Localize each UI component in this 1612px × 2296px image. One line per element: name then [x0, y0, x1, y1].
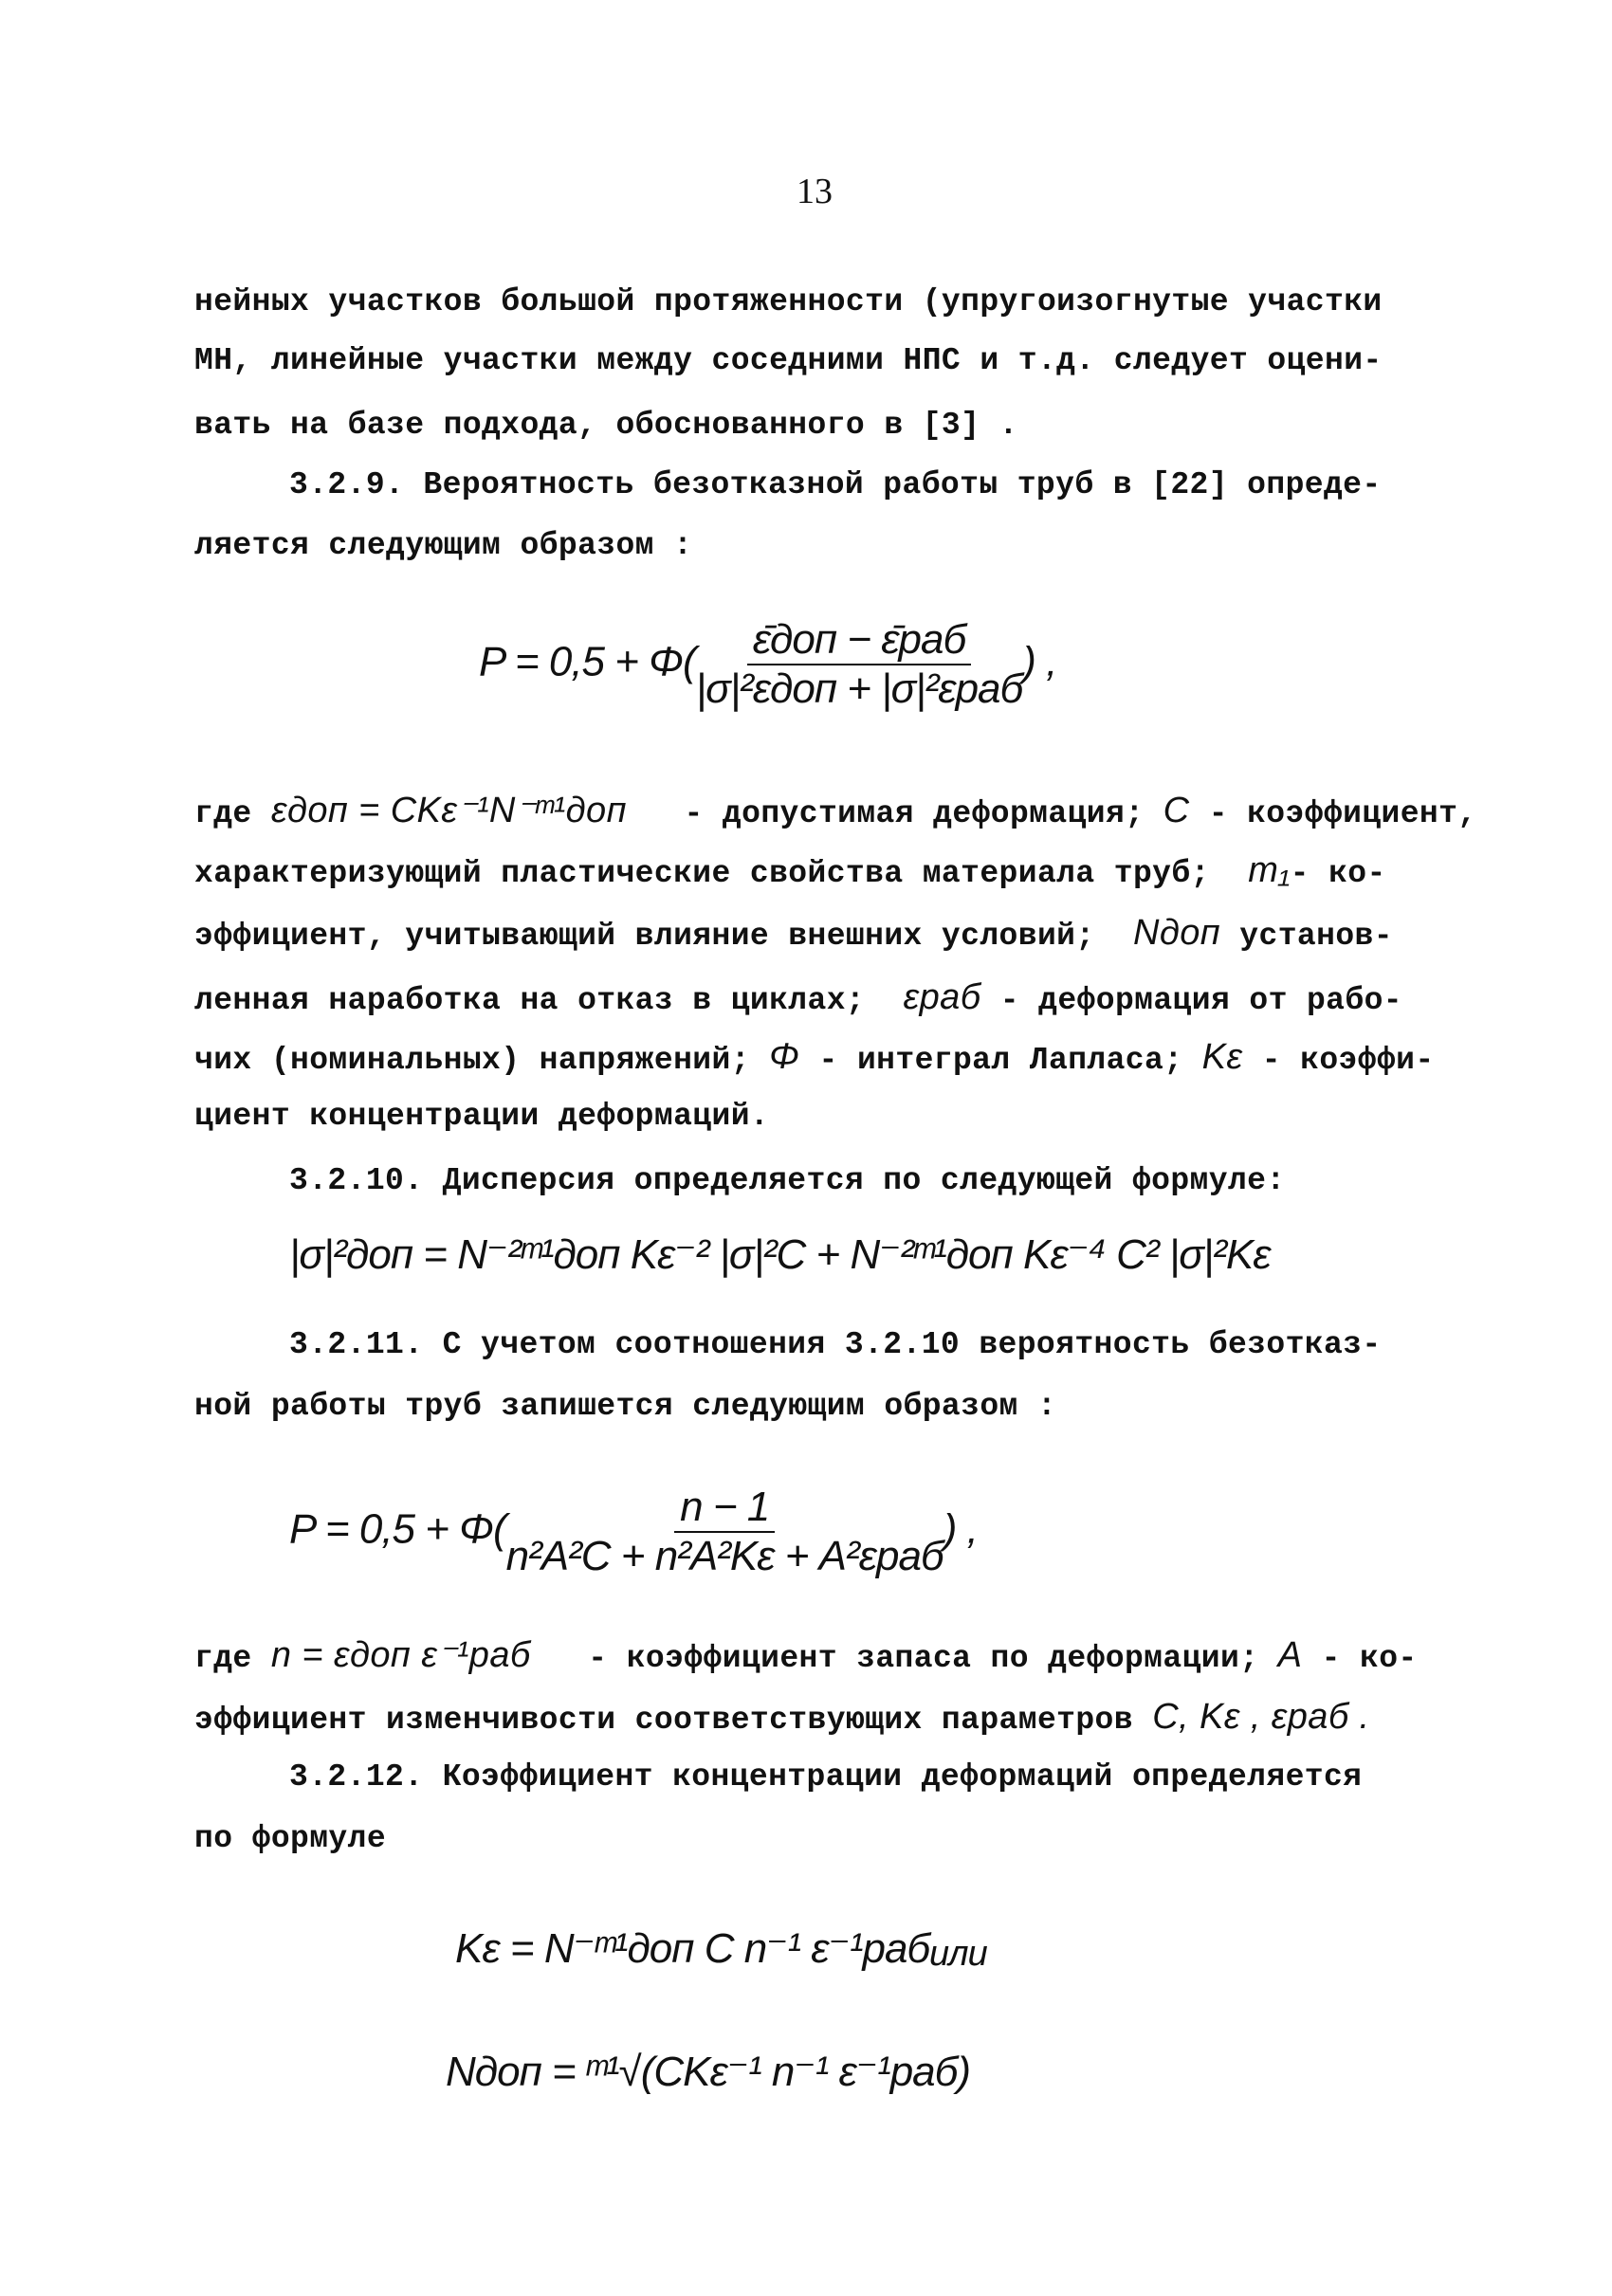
formula-numerator: n − 1	[674, 1484, 775, 1533]
text: эффициент изменчивости соответствующих параметров	[194, 1703, 1133, 1738]
word: где	[194, 1641, 252, 1676]
formula-concentration: Kε = N⁻ᵐ¹доп C n⁻¹ ε⁻¹раб	[455, 1925, 930, 1972]
formula-part: P = 0,5 + Φ(	[479, 638, 696, 685]
text: - коэффициент,	[1208, 796, 1477, 831]
section-3-2-11: 3.2.11. С учетом соотношения 3.2.10 вероятность безотказ-	[289, 1327, 1382, 1362]
formula-part: P = 0,5 + Φ(	[289, 1505, 506, 1553]
formula-inline: n = εдоп ε⁻¹раб	[270, 1635, 531, 1675]
formula-inline: m₁	[1248, 850, 1291, 890]
formula-dispersion: |σ|²доп = N⁻²ᵐ¹доп Kε⁻² |σ|²C + N⁻²ᵐ¹доп Kε⁻⁴ C² |σ|²Kε	[289, 1231, 1271, 1278]
word: где	[194, 796, 252, 831]
text: - допустимая деформация;	[684, 796, 1145, 831]
text-line: ной работы труб запишется следующим образом :	[194, 1389, 1057, 1424]
formula-denominator: n²A²C + n²A²Kε + A²εраб	[505, 1533, 943, 1579]
formula-inline: Φ	[769, 1037, 800, 1077]
text-line: вать на базе подхода, обоснованного в [3] .	[194, 408, 1018, 443]
text-line	[194, 1633, 1418, 1676]
page-number: 13	[797, 172, 833, 211]
text: - ко-	[1321, 1641, 1418, 1676]
formula-denominator: |σ|²εдоп + |σ|²εраб	[695, 665, 1023, 712]
text-line	[194, 789, 1477, 831]
text-line	[194, 1037, 1435, 1078]
text-line	[194, 913, 1393, 954]
text: характеризующий пластические свойства материала труб;	[194, 856, 1210, 891]
section-3-2-10: 3.2.10. Дисперсия определяется по следующей формуле:	[289, 1163, 1286, 1198]
text-line	[194, 850, 1386, 891]
formula-part: ) ,	[943, 1505, 978, 1553]
formula-inline: Kε	[1201, 1037, 1243, 1077]
formula-inline: C	[1163, 791, 1190, 830]
section-3-2-9: 3.2.9. Вероятность безотказной работы труб в [22] опреде-	[289, 467, 1382, 502]
text: - интеграл Лапласа;	[818, 1043, 1183, 1078]
text: - коэффициент запаса по деформации;	[588, 1641, 1259, 1676]
formula-probability-1	[479, 616, 1056, 713]
formula-cycles: Nдоп = ᵐ¹√(CKε⁻¹ n⁻¹ ε⁻¹раб)	[446, 2049, 971, 2095]
section-3-2-12: 3.2.12. Коэффициент концентрации деформаций определяется	[289, 1759, 1363, 1795]
word-or: или	[929, 1934, 987, 1974]
text: - деформация от рабо-	[999, 983, 1402, 1018]
text-line: по формуле	[194, 1821, 387, 1856]
text: ленная наработка на отказ в циклах;	[194, 983, 866, 1018]
text: чих (номинальных) напряжений;	[194, 1043, 750, 1078]
text-line	[194, 977, 1402, 1018]
formula-inline: εраб	[903, 977, 981, 1017]
text: - ко-	[1290, 856, 1386, 891]
text-line: циент концентрации деформаций.	[194, 1099, 770, 1134]
formula-numerator: ε̄доп − ε̄раб	[747, 616, 972, 665]
text: установ-	[1239, 919, 1393, 954]
text-line: ляется следующим образом :	[194, 528, 693, 563]
text: - коэффи-	[1261, 1043, 1435, 1078]
formula-inline: A	[1277, 1635, 1303, 1675]
formula-probability-2	[289, 1484, 978, 1580]
formula-inline: C, Kε , εраб .	[1152, 1697, 1370, 1737]
text: эффициент, учитывающий влияние внешних условий;	[194, 919, 1095, 954]
formula-inline: εдоп = CKε⁻¹N⁻ᵐ¹доп	[270, 791, 627, 830]
text-line: нейных участков большой протяженности (упругоизогнутые участки	[194, 284, 1383, 319]
text-line	[194, 1697, 1370, 1738]
formula-inline: Nдоп	[1132, 913, 1221, 953]
formula-part: ) ,	[1022, 638, 1057, 685]
text-line: МН, линейные участки между соседними НПС и т.д. следует оцени-	[194, 343, 1383, 378]
